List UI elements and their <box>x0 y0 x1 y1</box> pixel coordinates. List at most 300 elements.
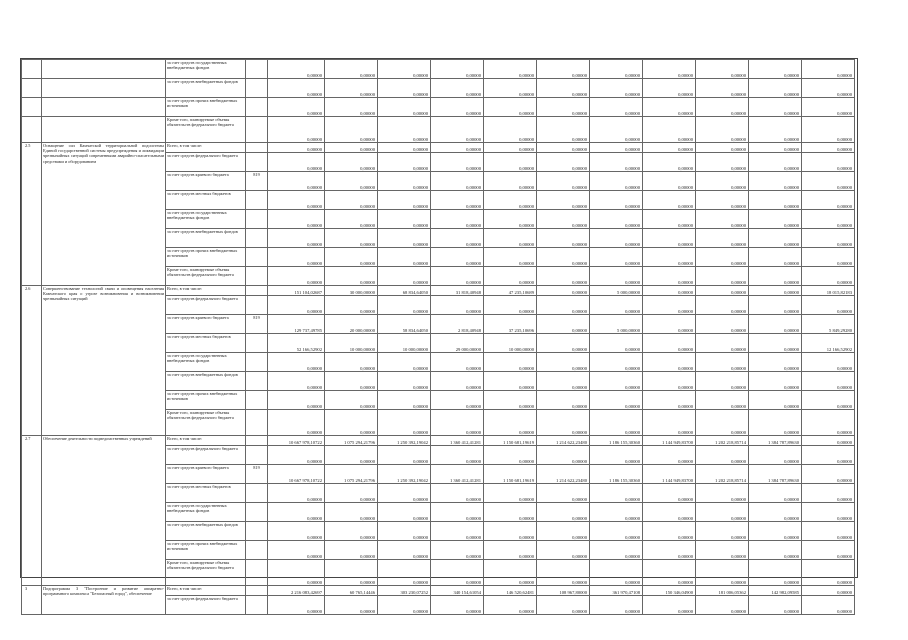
budget-table <box>21 59 908 615</box>
amount-cell: 0,00000 <box>431 446 484 465</box>
amount-cell: 0,00000 <box>537 248 590 267</box>
activity-name <box>42 117 166 143</box>
amount-cell: 0,00000 <box>325 560 378 586</box>
amount-cell: 0,00000 <box>268 596 325 615</box>
amount-cell: 0,00000 <box>378 446 431 465</box>
amount-cell: 0,00000 <box>696 372 749 391</box>
amount-cell: 0,00000 <box>537 229 590 248</box>
amount-cell: 0,00000 <box>749 541 802 560</box>
amount-cell: 1 384 787,89630 <box>749 465 802 484</box>
table-row <box>22 117 908 143</box>
amount-cell: 0,00000 <box>268 296 325 315</box>
amount-cell: 0,00000 <box>484 391 537 410</box>
activity-name: Совершенствование технологий связи и оповещения населения Камчатского края о угрозе возникновения и возникновении чрезвычайных ситуаций <box>42 286 166 436</box>
amount-cell: 0,00000 <box>643 60 696 79</box>
amount-cell: 0,00000 <box>590 410 643 436</box>
amount-cell: 0,00000 <box>802 503 855 522</box>
funding-source: Кроме того, планируемые объемы обязательств федерального бюджета <box>166 267 246 286</box>
amount-cell: 0,00000 <box>431 484 484 503</box>
amount-cell: 0,00000 <box>484 98 537 117</box>
amount-cell: 1 202 218,85714 <box>696 465 749 484</box>
amount-cell: 0,00000 <box>590 484 643 503</box>
amount-cell: 0,00000 <box>696 503 749 522</box>
amount-cell: 0,00000 <box>643 446 696 465</box>
amount-cell: 0,00000 <box>643 286 696 296</box>
funding-source: за счет средств федерального бюджета <box>166 596 246 615</box>
amount-cell: 0,00000 <box>268 503 325 522</box>
amount-cell: 0,00000 <box>802 98 855 117</box>
amount-cell: 1 250 392,19042 <box>378 436 431 446</box>
funding-source: за счет средств федерального бюджета <box>166 296 246 315</box>
amount-cell: 0,00000 <box>696 560 749 586</box>
activity-name: Подпрограмма 3 "Построение и развитие аппаратно-программного комплекса "Безопасный город", обеспечение <box>42 586 166 615</box>
amount-cell: 0,00000 <box>537 98 590 117</box>
budget-table-sheet <box>20 58 858 614</box>
activity-name: Оснащение сил Камчатской территориальной подсистемы Единой государственной системы предупреждения и ликвидации чрезвычайных ситуаций современными аварийно-спасательными средствами и оборудованием <box>42 143 166 286</box>
activity-name <box>42 60 166 79</box>
amount-cell: 0,00000 <box>802 296 855 315</box>
funding-source: за счет средств внебюджетных фондов <box>166 229 246 248</box>
amount-cell: 0,00000 <box>484 410 537 436</box>
amount-cell: 0,00000 <box>484 267 537 286</box>
funding-source: Кроме того, планируемые объемы обязательств федерального бюджета <box>166 117 246 143</box>
funding-source: за счет средств внебюджетных фондов <box>166 79 246 98</box>
amount-cell: 0,00000 <box>268 153 325 172</box>
amount-cell: 0,00000 <box>802 436 855 446</box>
amount-cell: 0,00000 <box>378 117 431 143</box>
amount-cell: 0,00000 <box>431 296 484 315</box>
amount-cell: 0,00000 <box>268 143 325 153</box>
amount-cell: 0,00000 <box>802 153 855 172</box>
amount-cell: 0,00000 <box>802 465 855 484</box>
budget-code <box>246 286 268 296</box>
amount-cell: 0,00000 <box>325 98 378 117</box>
amount-cell: 0,00000 <box>537 372 590 391</box>
amount-cell: 0,00000 <box>696 172 749 191</box>
amount-cell: 0,00000 <box>325 210 378 229</box>
amount-cell: 1 144 949,83700 <box>643 436 696 446</box>
amount-cell: 0,00000 <box>749 79 802 98</box>
amount-cell: 0,00000 <box>325 541 378 560</box>
amount-cell: 0,00000 <box>378 560 431 586</box>
amount-cell: 0,00000 <box>590 391 643 410</box>
amount-cell: 0,00000 <box>378 172 431 191</box>
budget-code <box>246 267 268 286</box>
amount-cell: 0,00000 <box>431 522 484 541</box>
funding-source: за счет средств прочих внебюджетных источников <box>166 98 246 117</box>
amount-cell: 0,00000 <box>325 143 378 153</box>
funding-source: за счет средств прочих внебюджетных источников <box>166 248 246 267</box>
amount-cell: 0,00000 <box>643 296 696 315</box>
row-number <box>22 117 42 143</box>
amount-cell: 0,00000 <box>431 210 484 229</box>
amount-cell: 0,00000 <box>268 172 325 191</box>
amount-cell: 0,00000 <box>590 334 643 353</box>
amount-cell: 0,00000 <box>749 391 802 410</box>
row-number: 2.6 <box>22 286 42 436</box>
amount-cell: 0,00000 <box>268 210 325 229</box>
amount-cell: 0,00000 <box>802 267 855 286</box>
amount-cell: 0,00000 <box>749 296 802 315</box>
amount-cell: 0,00000 <box>537 410 590 436</box>
amount-cell: 146 520,62481 <box>484 586 537 596</box>
funding-source: за счет средств государственных внебюджетных фондов <box>166 210 246 229</box>
amount-cell: 0,00000 <box>378 267 431 286</box>
amount-cell: 0,00000 <box>378 60 431 79</box>
amount-cell: 60 765,14446 <box>325 586 378 596</box>
amount-cell: 0,00000 <box>590 98 643 117</box>
amount-cell: 0,00000 <box>802 560 855 586</box>
amount-cell: 0,00000 <box>484 296 537 315</box>
amount-cell: 361 970,47108 <box>590 586 643 596</box>
amount-cell: 0,00000 <box>378 143 431 153</box>
amount-cell: 0,00000 <box>325 296 378 315</box>
amount-cell: 0,00000 <box>378 410 431 436</box>
budget-code <box>246 153 268 172</box>
amount-cell: 0,00000 <box>325 248 378 267</box>
table-row <box>22 143 908 153</box>
amount-cell: 0,00000 <box>268 372 325 391</box>
amount-cell: 0,00000 <box>268 98 325 117</box>
budget-code <box>246 191 268 210</box>
amount-cell: 10 667 978,10722 <box>268 465 325 484</box>
amount-cell: 0,00000 <box>590 296 643 315</box>
amount-cell: 0,00000 <box>325 79 378 98</box>
amount-cell: 0,00000 <box>537 596 590 615</box>
amount-cell: 0,00000 <box>643 98 696 117</box>
amount-cell: 0,00000 <box>643 484 696 503</box>
budget-code: 819 <box>246 465 268 484</box>
amount-cell: 0,00000 <box>537 522 590 541</box>
amount-cell: 5 849,29280 <box>802 315 855 334</box>
amount-cell: 0,00000 <box>643 391 696 410</box>
amount-cell: 0,00000 <box>537 267 590 286</box>
amount-cell: 1 250 392,19042 <box>378 465 431 484</box>
amount-cell: 0,00000 <box>643 503 696 522</box>
amount-cell: 0,00000 <box>590 541 643 560</box>
amount-cell: 0,00000 <box>484 541 537 560</box>
amount-cell: 0,00000 <box>484 60 537 79</box>
amount-cell: 0,00000 <box>749 522 802 541</box>
row-number <box>22 98 42 117</box>
amount-cell: 0,00000 <box>378 522 431 541</box>
amount-cell: 0,00000 <box>643 210 696 229</box>
amount-cell: 0,00000 <box>537 60 590 79</box>
amount-cell: 0,00000 <box>802 172 855 191</box>
amount-cell: 0,00000 <box>431 153 484 172</box>
amount-cell: 0,00000 <box>325 60 378 79</box>
amount-cell: 0,00000 <box>590 267 643 286</box>
amount-cell: 0,00000 <box>325 522 378 541</box>
amount-cell: 0,00000 <box>643 353 696 372</box>
row-number <box>22 79 42 98</box>
amount-cell: 0,00000 <box>696 522 749 541</box>
budget-code <box>246 436 268 446</box>
amount-cell: 181 006,05362 <box>696 586 749 596</box>
budget-code <box>246 586 268 596</box>
amount-cell: 0,00000 <box>537 143 590 153</box>
amount-cell: 0,00000 <box>802 79 855 98</box>
amount-cell: 0,00000 <box>696 353 749 372</box>
amount-cell: 0,00000 <box>749 172 802 191</box>
amount-cell: 0,00000 <box>643 117 696 143</box>
amount-cell: 0,00000 <box>484 484 537 503</box>
amount-cell: 0,00000 <box>378 391 431 410</box>
amount-cell: 10 000,00000 <box>325 334 378 353</box>
funding-source: за счет средств прочих внебюджетных источников <box>166 541 246 560</box>
amount-cell: 129 737,49785 <box>268 315 325 334</box>
amount-cell: 108 967,80000 <box>537 586 590 596</box>
amount-cell: 0,00000 <box>378 153 431 172</box>
amount-cell: 0,00000 <box>643 560 696 586</box>
amount-cell: 0,00000 <box>749 117 802 143</box>
funding-source: за счет средств местных бюджетов <box>166 484 246 503</box>
amount-cell: 1 360 412,41281 <box>431 465 484 484</box>
amount-cell: 0,00000 <box>749 210 802 229</box>
funding-source: за счет средств внебюджетных фондов <box>166 522 246 541</box>
amount-cell: 0,00000 <box>643 191 696 210</box>
amount-cell: 0,00000 <box>431 98 484 117</box>
funding-source: Кроме того, планируемые объемы обязательств федерального бюджета <box>166 410 246 436</box>
amount-cell: 47 235,10689 <box>484 286 537 296</box>
amount-cell: 0,00000 <box>696 541 749 560</box>
funding-source: за счет средств краевого бюджета <box>166 315 246 334</box>
amount-cell: 20 000,00000 <box>325 315 378 334</box>
budget-code <box>246 117 268 143</box>
amount-cell: 0,00000 <box>802 229 855 248</box>
amount-cell: 1 360 412,41281 <box>431 436 484 446</box>
amount-cell: 0,00000 <box>378 248 431 267</box>
amount-cell: 0,00000 <box>802 210 855 229</box>
amount-cell: 0,00000 <box>378 296 431 315</box>
amount-cell: 0,00000 <box>643 267 696 286</box>
budget-code <box>246 143 268 153</box>
amount-cell: 0,00000 <box>268 79 325 98</box>
amount-cell: 0,00000 <box>268 391 325 410</box>
amount-cell: 0,00000 <box>643 248 696 267</box>
amount-cell: 0,00000 <box>325 353 378 372</box>
amount-cell: 0,00000 <box>749 98 802 117</box>
amount-cell: 0,00000 <box>537 191 590 210</box>
amount-cell: 0,00000 <box>431 143 484 153</box>
amount-cell: 0,00000 <box>325 484 378 503</box>
amount-cell: 0,00000 <box>590 60 643 79</box>
amount-cell: 0,00000 <box>749 191 802 210</box>
amount-cell: 0,00000 <box>590 560 643 586</box>
amount-cell: 0,00000 <box>325 172 378 191</box>
amount-cell: 0,00000 <box>537 353 590 372</box>
amount-cell: 0,00000 <box>696 79 749 98</box>
amount-cell: 0,00000 <box>325 117 378 143</box>
amount-cell: 0,00000 <box>643 522 696 541</box>
amount-cell: 0,00000 <box>696 153 749 172</box>
amount-cell: 0,00000 <box>431 353 484 372</box>
amount-cell: 30 000,00000 <box>325 286 378 296</box>
amount-cell: 0,00000 <box>590 229 643 248</box>
amount-cell: 0,00000 <box>537 560 590 586</box>
amount-cell: 0,00000 <box>590 353 643 372</box>
amount-cell: 1 144 949,83700 <box>643 465 696 484</box>
amount-cell: 0,00000 <box>484 143 537 153</box>
amount-cell: 0,00000 <box>325 391 378 410</box>
amount-cell: 12 166,52902 <box>802 334 855 353</box>
amount-cell: 0,00000 <box>378 541 431 560</box>
amount-cell: 52 166,52902 <box>268 334 325 353</box>
activity-name: Обеспечение деятельности подведомственных учреждений <box>42 436 166 586</box>
amount-cell: 5 000,00000 <box>590 286 643 296</box>
amount-cell: 0,00000 <box>537 172 590 191</box>
amount-cell: 0,00000 <box>749 484 802 503</box>
funding-source: за счет средств краевого бюджета <box>166 465 246 484</box>
amount-cell: 0,00000 <box>484 560 537 586</box>
amount-cell: 0,00000 <box>590 248 643 267</box>
amount-cell: 0,00000 <box>431 117 484 143</box>
amount-cell: 150 346,04900 <box>643 586 696 596</box>
row-number: 2.7 <box>22 436 42 586</box>
amount-cell: 0,00000 <box>590 503 643 522</box>
amount-cell: 0,00000 <box>590 446 643 465</box>
amount-cell: 0,00000 <box>590 596 643 615</box>
amount-cell: 0,00000 <box>590 522 643 541</box>
amount-cell: 0,00000 <box>643 541 696 560</box>
funding-source: за счет средств прочих внебюджетных источников <box>166 391 246 410</box>
amount-cell: 0,00000 <box>696 391 749 410</box>
amount-cell: 31 818,40948 <box>431 286 484 296</box>
amount-cell: 0,00000 <box>431 267 484 286</box>
amount-cell: 0,00000 <box>749 267 802 286</box>
amount-cell: 0,00000 <box>431 79 484 98</box>
amount-cell: 0,00000 <box>325 596 378 615</box>
amount-cell: 0,00000 <box>268 117 325 143</box>
row-number: 2.5 <box>22 143 42 286</box>
amount-cell: 0,00000 <box>431 503 484 522</box>
amount-cell: 0,00000 <box>590 117 643 143</box>
amount-cell: 0,00000 <box>749 153 802 172</box>
amount-cell: 0,00000 <box>696 191 749 210</box>
amount-cell: 0,00000 <box>696 410 749 436</box>
table-row <box>22 286 908 296</box>
amount-cell: 0,00000 <box>643 596 696 615</box>
amount-cell: 0,00000 <box>643 410 696 436</box>
table-row <box>22 586 908 596</box>
amount-cell: 303 230,07252 <box>378 586 431 596</box>
amount-cell: 0,00000 <box>590 172 643 191</box>
amount-cell: 0,00000 <box>802 522 855 541</box>
amount-cell: 0,00000 <box>802 391 855 410</box>
table-row <box>22 79 908 98</box>
amount-cell: 0,00000 <box>537 484 590 503</box>
amount-cell: 0,00000 <box>802 410 855 436</box>
amount-cell: 0,00000 <box>268 484 325 503</box>
amount-cell: 0,00000 <box>484 503 537 522</box>
funding-source: за счет средств внебюджетных фондов <box>166 372 246 391</box>
amount-cell: 0,00000 <box>431 410 484 436</box>
amount-cell: 1 214 622,23480 <box>537 465 590 484</box>
amount-cell: 0,00000 <box>378 210 431 229</box>
budget-code <box>246 210 268 229</box>
amount-cell: 0,00000 <box>537 79 590 98</box>
budget-code <box>246 522 268 541</box>
funding-source: за счет средств федерального бюджета <box>166 446 246 465</box>
amount-cell: 0,00000 <box>431 229 484 248</box>
budget-code <box>246 248 268 267</box>
budget-code <box>246 446 268 465</box>
amount-cell: 0,00000 <box>378 79 431 98</box>
amount-cell: 0,00000 <box>268 191 325 210</box>
amount-cell: 0,00000 <box>537 391 590 410</box>
amount-cell: 0,00000 <box>802 143 855 153</box>
amount-cell: 340 154,61054 <box>431 586 484 596</box>
funding-source: Всего, в том числе: <box>166 436 246 446</box>
amount-cell: 0,00000 <box>537 296 590 315</box>
amount-cell: 0,00000 <box>484 353 537 372</box>
budget-code <box>246 410 268 436</box>
amount-cell: 1 186 155,30360 <box>590 436 643 446</box>
amount-cell: 0,00000 <box>378 596 431 615</box>
amount-cell: 0,00000 <box>431 391 484 410</box>
funding-source: за счет средств краевого бюджета <box>166 172 246 191</box>
amount-cell: 0,00000 <box>484 117 537 143</box>
amount-cell: 0,00000 <box>749 315 802 334</box>
amount-cell: 0,00000 <box>537 334 590 353</box>
amount-cell: 2 216 083,42697 <box>268 586 325 596</box>
amount-cell: 0,00000 <box>325 153 378 172</box>
amount-cell: 0,00000 <box>696 143 749 153</box>
row-number: 3 <box>22 586 42 615</box>
amount-cell: 0,00000 <box>325 410 378 436</box>
amount-cell: 0,00000 <box>749 410 802 436</box>
amount-cell: 0,00000 <box>749 60 802 79</box>
amount-cell: 0,00000 <box>378 503 431 522</box>
amount-cell: 0,00000 <box>590 372 643 391</box>
funding-source: за счет средств местных бюджетов <box>166 191 246 210</box>
amount-cell: 0,00000 <box>749 596 802 615</box>
amount-cell: 0,00000 <box>696 596 749 615</box>
amount-cell: 0,00000 <box>431 191 484 210</box>
amount-cell: 0,00000 <box>537 503 590 522</box>
amount-cell: 0,00000 <box>431 541 484 560</box>
amount-cell: 0,00000 <box>749 372 802 391</box>
budget-code <box>246 60 268 79</box>
table-row <box>22 60 908 79</box>
amount-cell: 0,00000 <box>484 522 537 541</box>
amount-cell: 0,00000 <box>325 191 378 210</box>
amount-cell: 0,00000 <box>643 334 696 353</box>
amount-cell: 0,00000 <box>431 596 484 615</box>
funding-source: за счет средств государственных внебюджетных фондов <box>166 60 246 79</box>
amount-cell: 0,00000 <box>484 210 537 229</box>
amount-cell: 0,00000 <box>749 560 802 586</box>
amount-cell: 0,00000 <box>268 446 325 465</box>
amount-cell: 0,00000 <box>643 172 696 191</box>
amount-cell: 0,00000 <box>484 172 537 191</box>
amount-cell: 0,00000 <box>484 191 537 210</box>
amount-cell: 0,00000 <box>802 541 855 560</box>
activity-name <box>42 79 166 98</box>
amount-cell: 0,00000 <box>643 79 696 98</box>
amount-cell: 0,00000 <box>325 267 378 286</box>
amount-cell: 0,00000 <box>749 353 802 372</box>
amount-cell: 0,00000 <box>268 560 325 586</box>
amount-cell: 0,00000 <box>696 98 749 117</box>
funding-source: за счет средств государственных внебюджетных фондов <box>166 503 246 522</box>
amount-cell: 0,00000 <box>537 315 590 334</box>
amount-cell: 0,00000 <box>590 79 643 98</box>
funding-source: за счет средств местных бюджетов <box>166 334 246 353</box>
amount-cell: 0,00000 <box>378 372 431 391</box>
budget-code <box>246 391 268 410</box>
amount-cell: 0,00000 <box>378 353 431 372</box>
